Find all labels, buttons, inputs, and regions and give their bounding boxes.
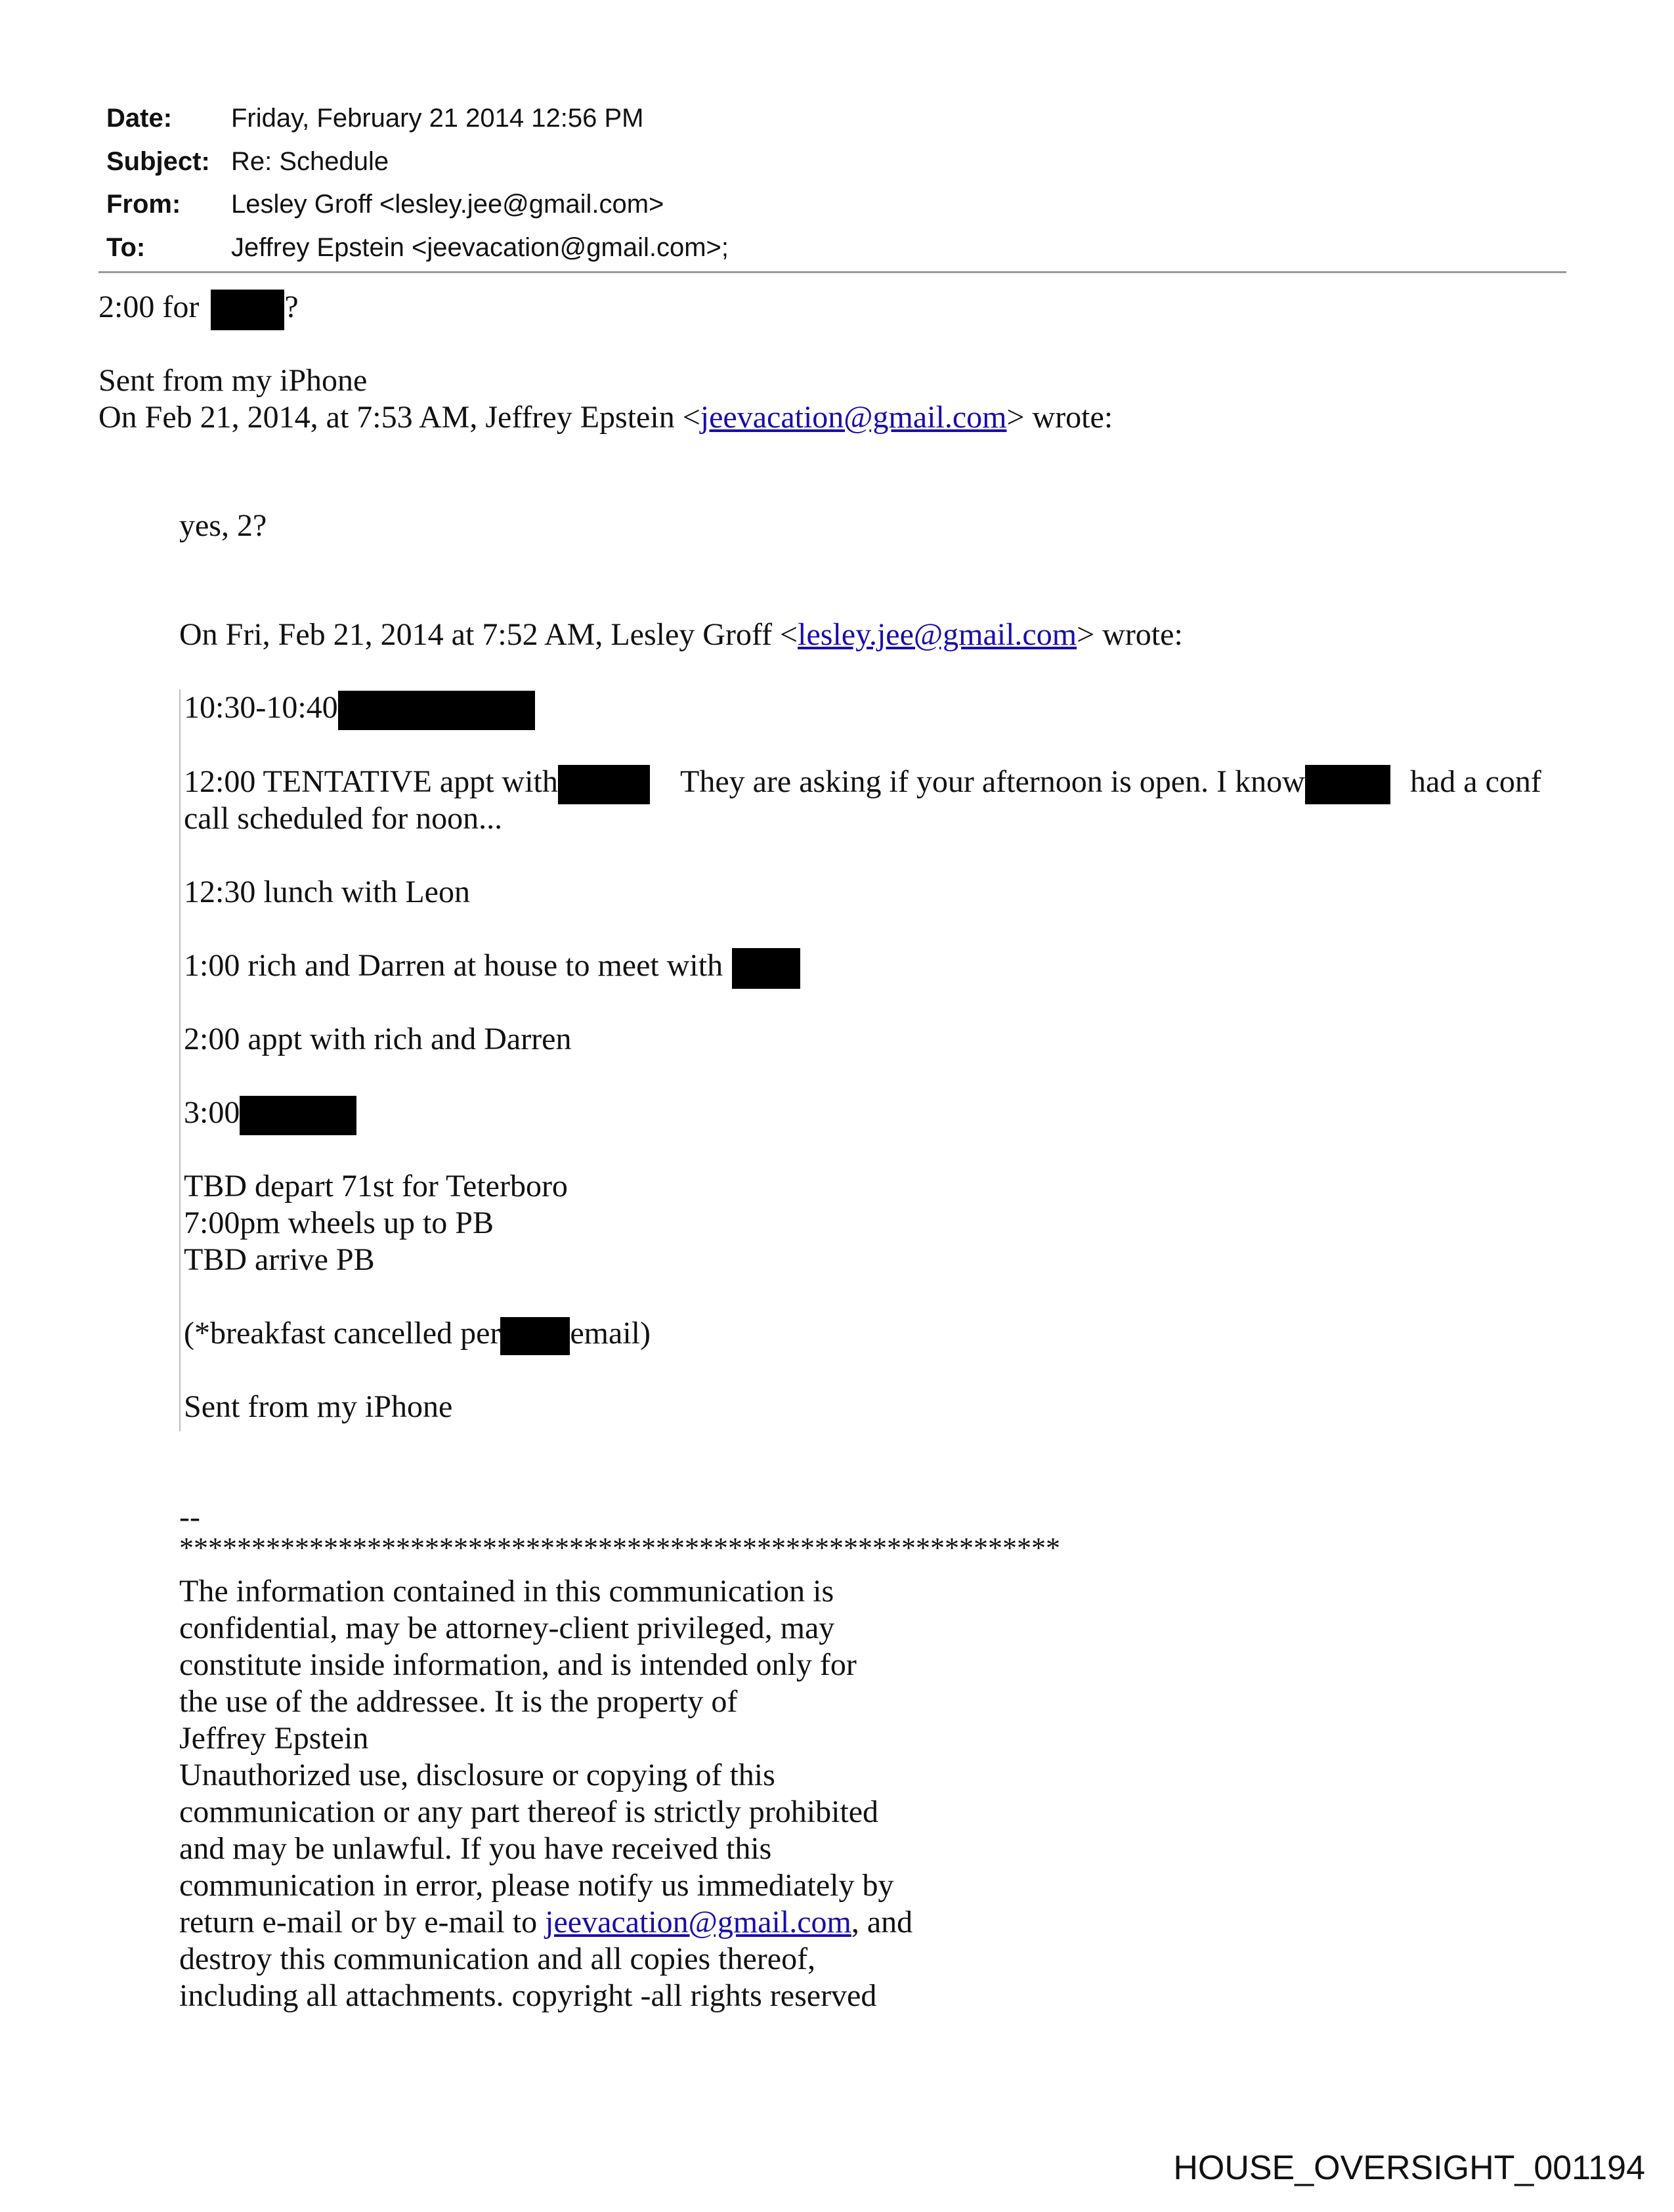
disclaimer-line: Unauthorized use, disclosure or copying of this (179, 1758, 775, 1792)
disclaimer-line: communication or any part thereof is strictly prohibited (179, 1794, 879, 1829)
header-divider (98, 271, 1566, 273)
disclaimer-line: Jeffrey Epstein (179, 1721, 369, 1756)
reply-line-1 (98, 289, 299, 330)
schedule-line: 2:00 appt with rich and Darren (184, 1022, 572, 1056)
quote-header-text: On Fri, Feb 21, 2014 at 7:52 AM, Lesley Groff < (179, 617, 798, 652)
schedule-text: 1:00 rich and Darren at house to meet with (184, 948, 723, 983)
disclaimer-line: constitute inside information, and is intended only for (179, 1647, 857, 1682)
from-label: From: (106, 190, 181, 219)
schedule-line (184, 1315, 651, 1355)
redaction-block (1305, 765, 1390, 804)
email-link[interactable]: jeevacation@gmail.com (700, 400, 1007, 435)
schedule-text: 10:30-10:40 (184, 690, 338, 725)
quoted-quote-header (179, 617, 1183, 653)
reply-text: 2:00 for (98, 290, 200, 324)
reply-text-end: ? (284, 290, 299, 324)
disclaimer-text: return e-mail or by e-mail to (179, 1905, 546, 1940)
schedule-text: They are asking if your afternoon is open. I know (680, 764, 1305, 799)
email-link[interactable]: jeevacation@gmail.com (545, 1905, 851, 1940)
schedule-line: TBD depart 71st for Teterboro (184, 1169, 568, 1204)
schedule-line: 12:30 lunch with Leon (184, 875, 470, 909)
redaction-block (240, 1096, 356, 1135)
quote-header-text: On Feb 21, 2014, at 7:53 AM, Jeffrey Epstein < (98, 400, 700, 435)
document-id: HOUSE_OVERSIGHT_001194 (1173, 2149, 1645, 2187)
schedule-text: 3:00 (184, 1095, 240, 1130)
date-value: Friday, February 21 2014 12:56 PM (231, 104, 644, 133)
to-value: Jeffrey Epstein <jeevacation@gmail.com>; (231, 233, 729, 262)
redaction-block (500, 1317, 570, 1355)
schedule-text: 12:00 TENTATIVE appt with (184, 764, 558, 799)
disclaimer-text: , and (851, 1905, 913, 1940)
schedule-line: 7:00pm wheels up to PB (184, 1205, 494, 1240)
quote-header-end: > wrote: (1006, 400, 1113, 435)
schedule-text: email) (570, 1316, 651, 1351)
quote-header-end: > wrote: (1077, 617, 1183, 652)
signature-stars: ************************************************************* (179, 1532, 1060, 1564)
schedule-text: (*breakfast cancelled per (184, 1316, 501, 1351)
schedule-line (184, 1095, 356, 1135)
subject-label: Subject: (106, 147, 210, 176)
disclaimer-line: communication in error, please notify us immediately by (179, 1868, 894, 1903)
disclaimer-line (179, 1904, 912, 1941)
redaction-block (338, 691, 535, 730)
from-value: Lesley Groff <lesley.jee@gmail.com> (231, 190, 664, 219)
quote-bar (179, 689, 181, 1431)
schedule-line (184, 689, 535, 730)
schedule-line (184, 764, 650, 804)
date-label: Date: (106, 104, 173, 133)
disclaimer-line: the use of the addressee. It is the property of (179, 1684, 738, 1719)
schedule-line: TBD arrive PB (184, 1242, 375, 1277)
schedule-line: call scheduled for noon... (184, 801, 503, 836)
redaction-block (558, 765, 650, 804)
redaction-block (732, 948, 800, 989)
disclaimer-line: destroy this communication and all copies thereof, (179, 1941, 816, 1976)
disclaimer-line: and may be unlawful. If you have received this (179, 1831, 772, 1866)
reply-quote-header (98, 399, 1113, 436)
schedule-line: had a conf (1410, 764, 1541, 799)
signature-dashes: -- (179, 1500, 200, 1534)
email-link[interactable]: lesley.jee@gmail.com (798, 617, 1077, 652)
quoted-reply-text: yes, 2? (179, 508, 267, 543)
reply-sent-from: Sent from my iPhone (98, 363, 368, 398)
schedule-line: Sent from my iPhone (184, 1389, 453, 1424)
disclaimer-line: including all attachments. copyright -all rights reserved (179, 1978, 877, 2013)
disclaimer-line: The information contained in this communication is (179, 1574, 834, 1609)
redaction-block (211, 290, 284, 330)
schedule-line (184, 947, 800, 989)
schedule-line (680, 764, 1390, 804)
to-label: To: (106, 233, 146, 262)
disclaimer-line: confidential, may be attorney-client privileged, may (179, 1611, 835, 1645)
subject-value: Re: Schedule (231, 147, 389, 176)
